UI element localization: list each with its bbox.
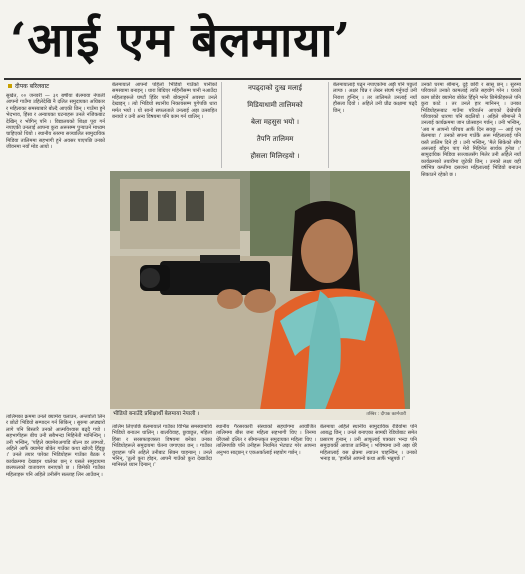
photo-illustration <box>110 171 410 410</box>
pull-quote-line: मिडियाधामी तालिमको <box>247 101 303 109</box>
photo-credit: तस्बिर : दीपक कार्मचारी <box>366 412 406 417</box>
pull-quote-line: बेला महसुस भयो । <box>250 118 300 126</box>
byline-marker-icon <box>8 84 12 88</box>
column-divider <box>221 82 222 168</box>
pull-quote <box>226 80 324 165</box>
pull-quote-line: नपढ्दाको दुःख मलाई <box>247 84 302 92</box>
paragraph: बेलमायाले आफ्नो पहिलो भिडियो गाउँको पानीको समस्यामा बनाइन् । धारा बिग्रिएर महिनौंसम्म पानी नआउँदा महिलाहरूले घण्टौं हिँडेर पानी बोक्नुपर्ने अवस्था उनले देखाइन् । त्यो भिडियो स्थानीय निकायसम्म पुगेपछि धारा मर्मत भयो । यो सानो सफलताले उनलाई अझ उत्साहित बनायो र उनी अन्य विषयमा पनि काम गर्न थालिन् । <box>112 82 217 121</box>
column-2-top <box>112 82 217 168</box>
byline <box>8 82 49 90</box>
byline-text: दीपक बरिलवाट <box>15 83 50 90</box>
headline: ‘आई एम बेलमाया’ <box>10 13 352 68</box>
paragraph: बेलमायालाई पढ्न नपाएकोमा अझै पनि पछुतो लाग्छ । अक्षर चिन्न र लेख्न संघर्ष गर्नुपर्दा उनी निराश हुन्थिन् । तर तालिमले उनलाई नयाँ हौसला दियो । अहिले उनी प्रौढ कक्षामा पढ्दै छिन् । <box>333 82 417 114</box>
article-photo <box>110 171 410 410</box>
column-3b-bottom <box>320 424 417 570</box>
pull-quote-line: हौसला मिलिरहयो । <box>250 152 300 160</box>
paragraph: बेलमाया अहिले स्थानीय सामुदायिक रेडियोमा पनि आबद्ध छिन् । उनले बनाएका सामग्री रेडियोबाट समेत प्रसारण हुन्छन् । उनी आफूलाई पत्रकार भन्दा पनि समुदायकी आवाज ठान्छिन् । भविष्यमा उनी अझ धेरै महिलालाई यस क्षेत्रमा ल्याउन चाहन्छिन् । उनको भनाइ छ, 'हामीले आफ्नो कथा आफैं भन्नुपर्छ ।' <box>320 424 417 463</box>
pull-quote-line: तैपनि तालिमम <box>256 135 294 143</box>
photo-caption: भीडियो बनाउँदै प्रशिक्षार्थी बेलमाया नेपाली । <box>113 411 200 417</box>
column-3-bottom <box>216 424 316 570</box>
paragraph: उनको घरमा श्रीमान्, दुई छोरी र सासू छन् । सुरुमा परिवारले उनको कामलाई त्यति सहयोग गरेन । घरको काम छोडेर क्यामेरा बोकेर हिँड्ने भनेर छिमेकीहरूले पनि कुरा काटे । तर उनले हार मानिनन् । उनका भिडियोहरूबाट गाउँमा परिवर्तन आएको देखेपछि परिवारको धारणा पनि बदलियो । अहिले श्रीमान्ले नै उनलाई कार्यक्रममा जान प्रोत्साहन गर्छन् । उनी भन्छिन्, 'अब म आफ्नो परिचय आफैं दिन सक्छु — आई एम बेलमाया ।' उनको सपना गाउँकै अरू महिलालाई पनि यस्तै तालिम दिने हो । उनी भन्छिन्, 'मैले सिकेको सीप अरूलाई बाँड्न पाए मेरो मिहिनेत सार्थक हुनेछ ।' सामुदायिक मिडिया सञ्जालसँग मिलेर उनी अहिले नयाँ कार्यक्रमको तयारीमा जुटेकी छिन् । उनको लक्ष्य यही वर्षभित्र कम्तीमा दसजना महिलालाई भिडियो बनाउन सिकाउने रहेको छ । <box>421 82 521 178</box>
photo-caption-bar <box>110 409 410 420</box>
column-2-bottom <box>112 424 212 570</box>
column-4 <box>421 82 521 570</box>
paragraph: तालिमका क्रममा उनले क्यामेरा चलाउन, अन्तर्वार्ता लिन र छोटो भिडियो सम्पादन गर्न सिकिन् । सुरुमा अप्ठ्यारो लागे पनि बिस्तारै उनको आत्मविश्वास बढ्दै गयो । सहभागीहरू बीच उनी सबैभन्दा मिहिनेती मानिन्थिन् । उनी भन्छिन्, 'पहिले क्यामेराअगाडि बोल्न डर लाग्थ्यो, अहिले आफैं क्यामेरा बोकेर गाउँका कथा खोज्दै हिँड्छु ।' उनले तयार पारेका भिडियोहरू गाउँका बैठक र कार्यक्रममा देखाइन थालेका छन् र यसले समुदायमा छलफलको वातावरण बनाएको छ । छिमेकी गाउँका महिलाहरू पनि अहिले उनीसँग सल्लाह लिन आउँछन् । <box>6 414 105 478</box>
column-divider <box>328 82 329 168</box>
paragraph: तालिम लिएपछि बेलमायाले गाउँका विभिन्न समस्यामाथि भिडियो बनाउन थालिन् । बालविवाह, छुवाछूत, महिला हिंसा र सरसफाइजस्ता विषयमा बनेका उनका भिडियोहरूले समुदायमा चेतना जगाएका छन् । गाउँका युवाहरू पनि अहिले उनीबाट सिक्न चाहन्छन् । उनले भनिन्, 'ठूलो कुरा होइन, आफ्नै गाउँको कुरा देखाउँदा मानिसले ध्यान दिन्छन् ।' <box>112 424 212 469</box>
paragraph: सुर्खेत, ०० जनवरी — ३१ बर्षीया बेलमाया नेपाली आफ्नो गाउँमा उहिलेदेखि नै दलित समुदायका अधिकार र महिलाका समस्याबारे बोल्दै आएकी छिन् । गाउँमा हुने भेदभाव, हिंसा र अन्यायका घटनाहरू उनले नजिकबाट देखिन् र भोगिन् पनि । विद्यालयको शिक्षा पूरा गर्न नपाएकी उनलाई आफ्ना कुरा अरूसम्म पुर्‍याउने माध्यम चाहिएको थियो । स्थानीय स्तरमा सञ्चालित सामुदायिक मिडिया तालिममा सहभागी हुने अवसर पाएपछि उनको जीवनमा नयाँ मोड आयो । <box>6 93 105 151</box>
column-1-top <box>6 93 105 404</box>
column-1-bottom <box>6 414 105 570</box>
column-3-top <box>333 82 417 168</box>
paragraph: स्थानीय गैरसरकारी संस्थाको सहयोगमा आयोजित तालिममा बीस जना महिला सहभागी थिए । तिनमा धेरैजसो दलित र सीमान्तकृत समुदायका महिला थिए । तालिमपछि पनि उनीहरू नियमित भेटघाट गरेर आफ्ना अनुभव साट्छन् र एकअर्कालाई सहयोग गर्छन् । <box>216 424 316 456</box>
